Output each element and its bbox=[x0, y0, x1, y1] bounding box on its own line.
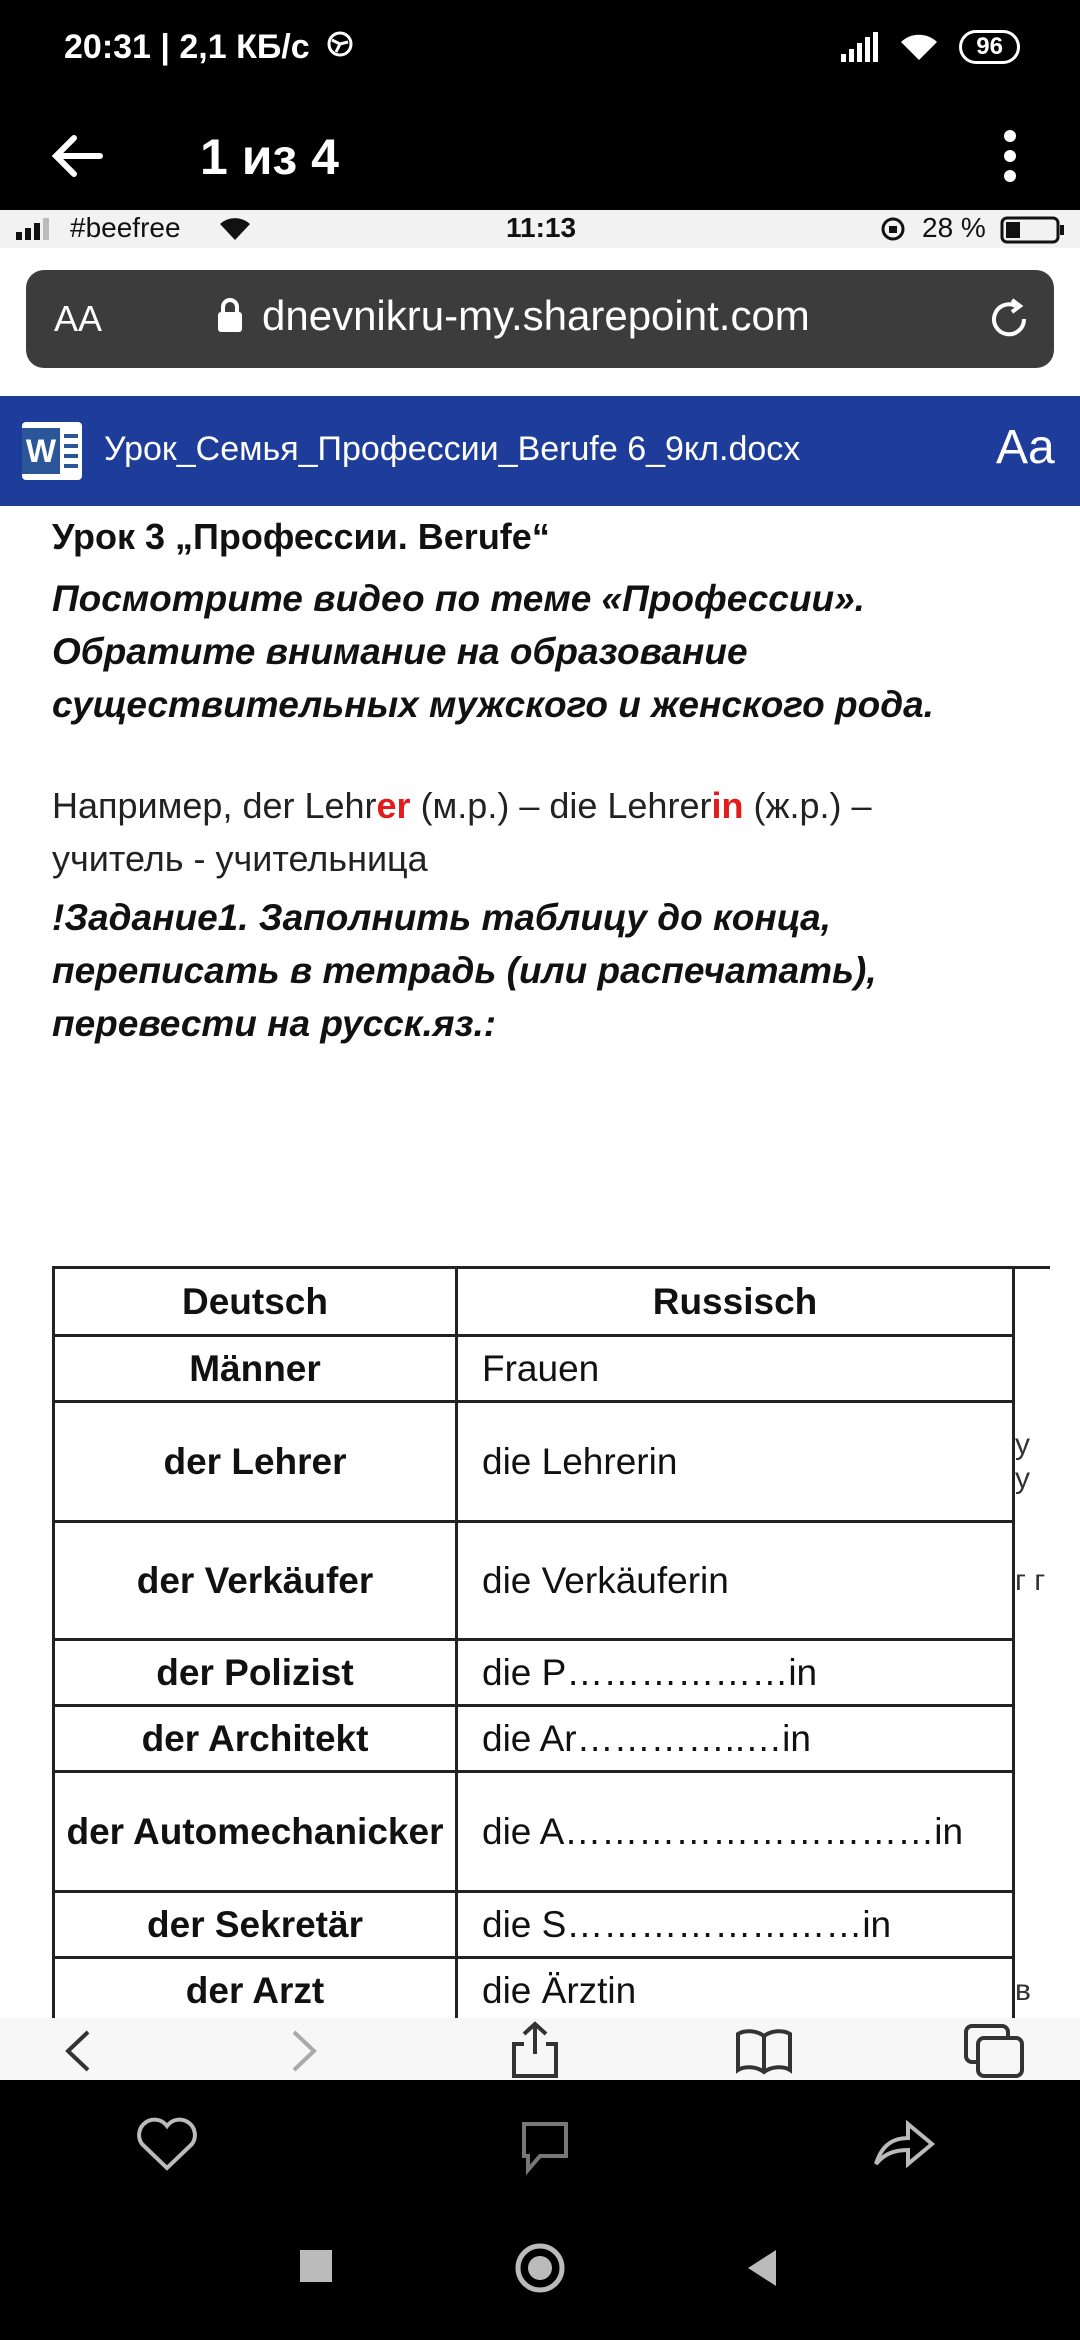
more-menu-icon[interactable] bbox=[1000, 128, 1020, 184]
header-deutsch: Deutsch bbox=[54, 1268, 457, 1336]
safari-toolbar bbox=[0, 2018, 1080, 2080]
comment-icon[interactable] bbox=[518, 2120, 572, 2176]
task-line: переписать в тетрадь (или распечатать), bbox=[52, 950, 877, 991]
home-button[interactable] bbox=[514, 2242, 566, 2294]
table-row: der Polizist die P………………in bbox=[54, 1640, 1051, 1706]
text-size-button[interactable]: AA bbox=[54, 298, 103, 339]
viewer-toolbar bbox=[0, 100, 1080, 210]
android-nav-bar bbox=[0, 2200, 1080, 2340]
table-row: der Automechanicker die A…………………………in bbox=[54, 1772, 1051, 1892]
instruction-line: существительных мужского и женского рода. bbox=[52, 684, 934, 725]
subheader-maenner: Männer bbox=[54, 1336, 457, 1402]
ios-battery-percent: 28 % bbox=[922, 212, 986, 243]
share-forward-icon[interactable] bbox=[872, 2120, 936, 2170]
share-icon[interactable] bbox=[510, 2020, 560, 2078]
rotation-lock-icon bbox=[880, 216, 906, 242]
task-line: !Задание1. Заполнить таблицу до конца, bbox=[52, 897, 831, 938]
table-row: der Arzt die Ärztin в bbox=[54, 1958, 1051, 2024]
bookmarks-icon[interactable] bbox=[734, 2028, 794, 2074]
example-paragraph bbox=[52, 779, 1080, 885]
ios-battery-icon bbox=[1000, 216, 1066, 244]
tabs-icon[interactable] bbox=[962, 2022, 1026, 2078]
reader-view-button[interactable]: Aa bbox=[996, 421, 1055, 474]
header-russisch: Russisch bbox=[457, 1268, 1014, 1336]
document-body bbox=[52, 506, 1080, 1050]
subheader-frauen: Frauen bbox=[457, 1336, 1014, 1402]
instruction-line: Обратите внимание на образование bbox=[52, 631, 748, 672]
table-row: der Architekt die Ar…………..…in bbox=[54, 1706, 1051, 1772]
instructions bbox=[52, 572, 1080, 731]
back-arrow-icon[interactable] bbox=[50, 134, 102, 178]
instruction-line: Посмотрите видео по теме «Профессии». bbox=[52, 578, 865, 619]
address-bar[interactable] bbox=[26, 270, 1054, 368]
example-line: Например, der Lehrer (м.р.) – die Lehrerin (ж.р.) – bbox=[52, 785, 872, 826]
media-action-bar bbox=[0, 2080, 1080, 2200]
attached-screenshot bbox=[0, 210, 1080, 2080]
table-row: der Sekretär die S……………………in bbox=[54, 1892, 1051, 1958]
status-time: 20:31 | 2,1 КБ/с bbox=[64, 28, 310, 66]
battery-indicator: 96 bbox=[959, 30, 1020, 64]
recent-apps-button[interactable] bbox=[300, 2250, 332, 2282]
wifi-icon bbox=[899, 32, 939, 62]
document-filename: Урок_Семья_Профессии_Berufe 6_9кл.docx bbox=[104, 430, 801, 468]
feminine-suffix: in bbox=[711, 785, 744, 826]
task-line: перевести на русск.яз.: bbox=[52, 1003, 497, 1044]
browser-forward-icon[interactable] bbox=[290, 2028, 320, 2074]
task-text bbox=[52, 891, 1080, 1050]
reload-icon[interactable] bbox=[986, 296, 1032, 342]
lock-icon bbox=[216, 298, 244, 334]
vpn-globe-icon bbox=[326, 30, 354, 58]
nav-back-button[interactable] bbox=[744, 2248, 780, 2288]
browser-back-icon[interactable] bbox=[62, 2028, 92, 2074]
ios-time: 11:13 bbox=[506, 212, 577, 243]
ios-signal-icon bbox=[16, 218, 56, 240]
status-bar bbox=[0, 0, 1080, 100]
ios-status-bar bbox=[0, 210, 1080, 248]
word-logo-icon: W bbox=[22, 422, 82, 480]
masculine-suffix: er bbox=[376, 785, 411, 826]
example-translation: учитель - учительница bbox=[52, 838, 428, 879]
viewer-page-counter: 1 из 4 bbox=[200, 129, 339, 185]
signal-icon bbox=[839, 32, 879, 62]
table-row: der Lehrer die Lehrerin у у bbox=[54, 1402, 1051, 1522]
word-document-header bbox=[0, 396, 1080, 506]
url-text[interactable]: dnevnikru-my.sharepoint.com bbox=[262, 292, 810, 339]
lesson-heading: Урок 3 „Профессии. Berufe“ bbox=[52, 516, 550, 557]
ios-wifi-icon bbox=[218, 216, 252, 240]
ios-carrier: #beefree bbox=[70, 212, 181, 243]
table-row: der Verkäufer die Verkäuferin г г bbox=[54, 1522, 1051, 1640]
like-heart-icon[interactable] bbox=[136, 2118, 198, 2172]
